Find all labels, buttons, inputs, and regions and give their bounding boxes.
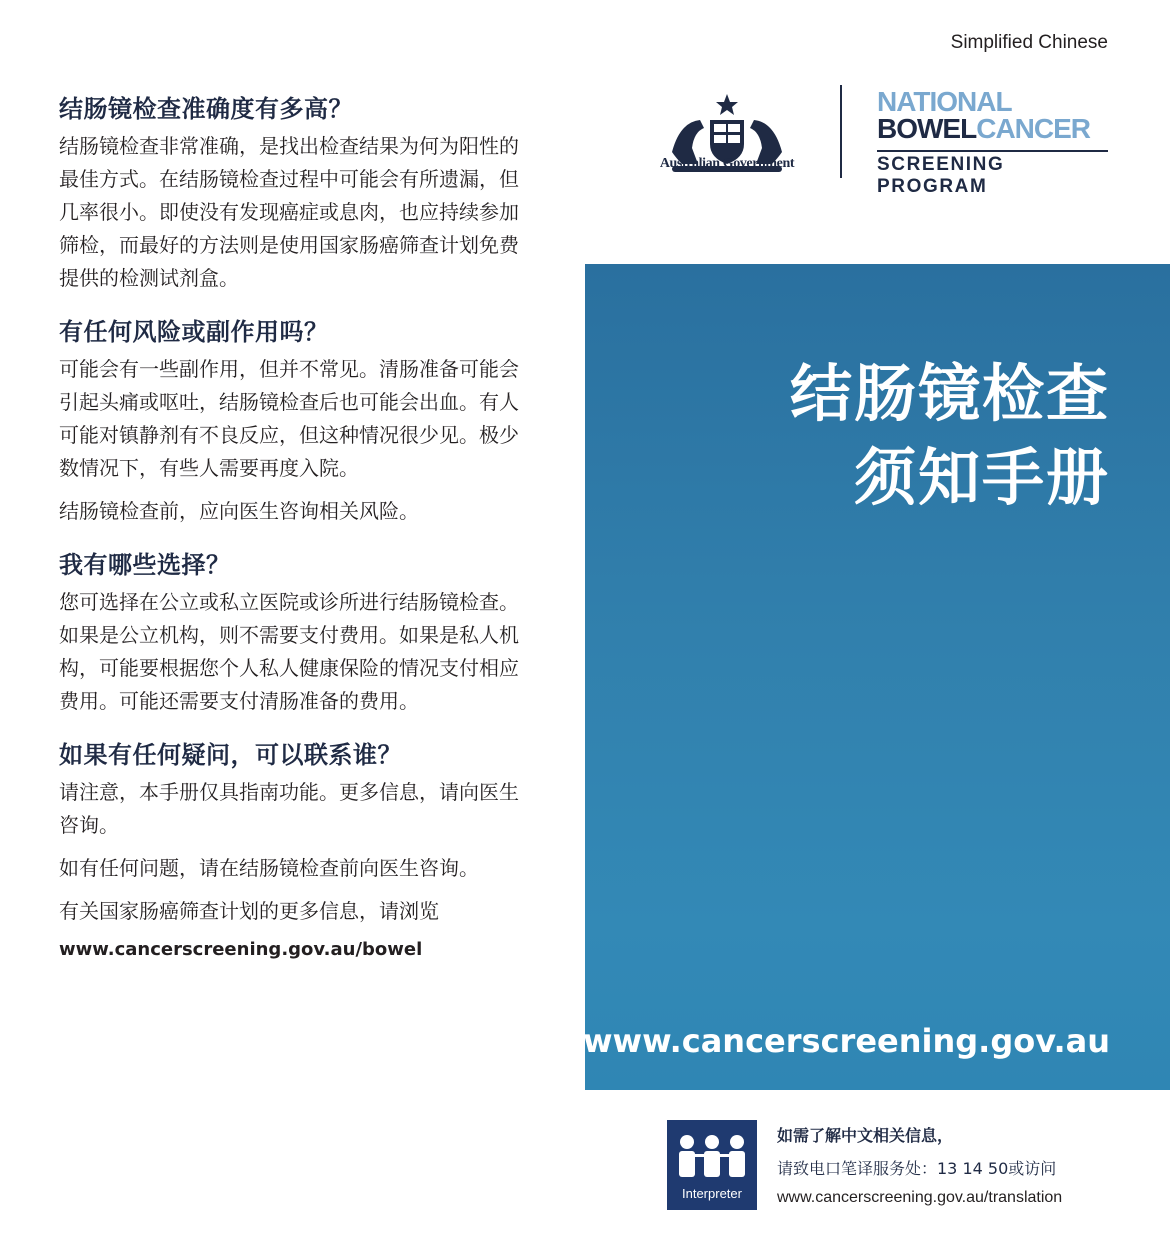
section-contact [59,738,529,962]
section-paragraph: 可能会有一些副作用，但并不常见。清肠准备可能会引起头痛或呕吐，结肠镜检查后也可能会出血。有人可能对镇静剂有不良反应，但这种情况很少见。极少数情况下，有些人需要再度入院。 [59,357,519,480]
cover-title [790,352,1110,520]
section-paragraph: 如有任何问题，请在结肠镜检查前向医生咨询。 [59,856,479,880]
language-label: Simplified Chinese [950,32,1108,53]
section-accuracy [59,92,529,295]
section-paragraph: 请注意，本手册仅具指南功能。更多信息，请向医生咨询。 [59,780,519,837]
interpreter-icon-label: Interpreter [682,1186,742,1201]
interpreter-people-icon [667,1120,757,1210]
logo-line-screening-program: SCREENING PROGRAM [877,150,1108,198]
article-column [59,92,529,982]
australian-government-label: Australian Government [659,156,795,171]
section-risks [59,315,529,528]
cover-title-line-1: 结肠镜检查 [789,357,1110,430]
bowel-info-link[interactable]: www.cancerscreening.gov.au/bowel [59,939,423,960]
cover-panel [582,264,1170,1090]
logo-line-bowel-cancer [877,113,1117,144]
interpreter-translation-link[interactable]: www.cancerscreening.gov.au/translation [777,1189,1063,1206]
section-heading: 有任何风险或副作用吗？ [59,318,329,346]
nbcsp-logo [877,88,1117,198]
cover-title-line-2: 须知手册 [853,441,1110,514]
cover-website-link[interactable]: www.cancerscreening.gov.au [582,1022,1110,1060]
logo-word-cancer: CANCER [976,113,1090,144]
interpreter-phone: 请致电口笔译服务处：13 14 50或访问 [777,1159,1057,1178]
browse-text: 有关国家肠癌筛查计划的更多信息，请浏览 [59,899,439,923]
section-paragraph: 您可选择在公立或私立医院或诊所进行结肠镜检查。如果是公立机构，则不需要支付费用。如果是私人机构，可能要根据您个人私人健康保险的情况支付相应费用。可能还需要支付清肠准备的费用。 [59,590,519,713]
interpreter-icon [667,1120,757,1210]
interpreter-heading: 如需了解中文相关信息， [777,1126,954,1145]
section-heading: 结肠镜检查准确度有多高？ [59,95,353,123]
logo-divider [840,85,842,178]
section-heading: 如果有任何疑问，可以联系谁？ [59,741,402,769]
logo-line-national: NATIONAL [877,86,1012,117]
section-options [59,548,529,718]
section-paragraph: 结肠镜检查前，应向医生咨询相关风险。 [59,499,419,523]
logo-word-bowel: BOWEL [877,113,977,144]
section-paragraph: 结肠镜检查非常准确，是找出检查结果为何为阳性的最佳方式。在结肠镜检查过程中可能会有所遗漏，但几率很小。即使没有发现癌症或息肉，也应持续参加筛检，而最好的方法则是使用国家肠癌筛查计划免费提供的检测试剂盒。 [59,134,519,290]
section-heading: 我有哪些选择？ [59,551,231,579]
